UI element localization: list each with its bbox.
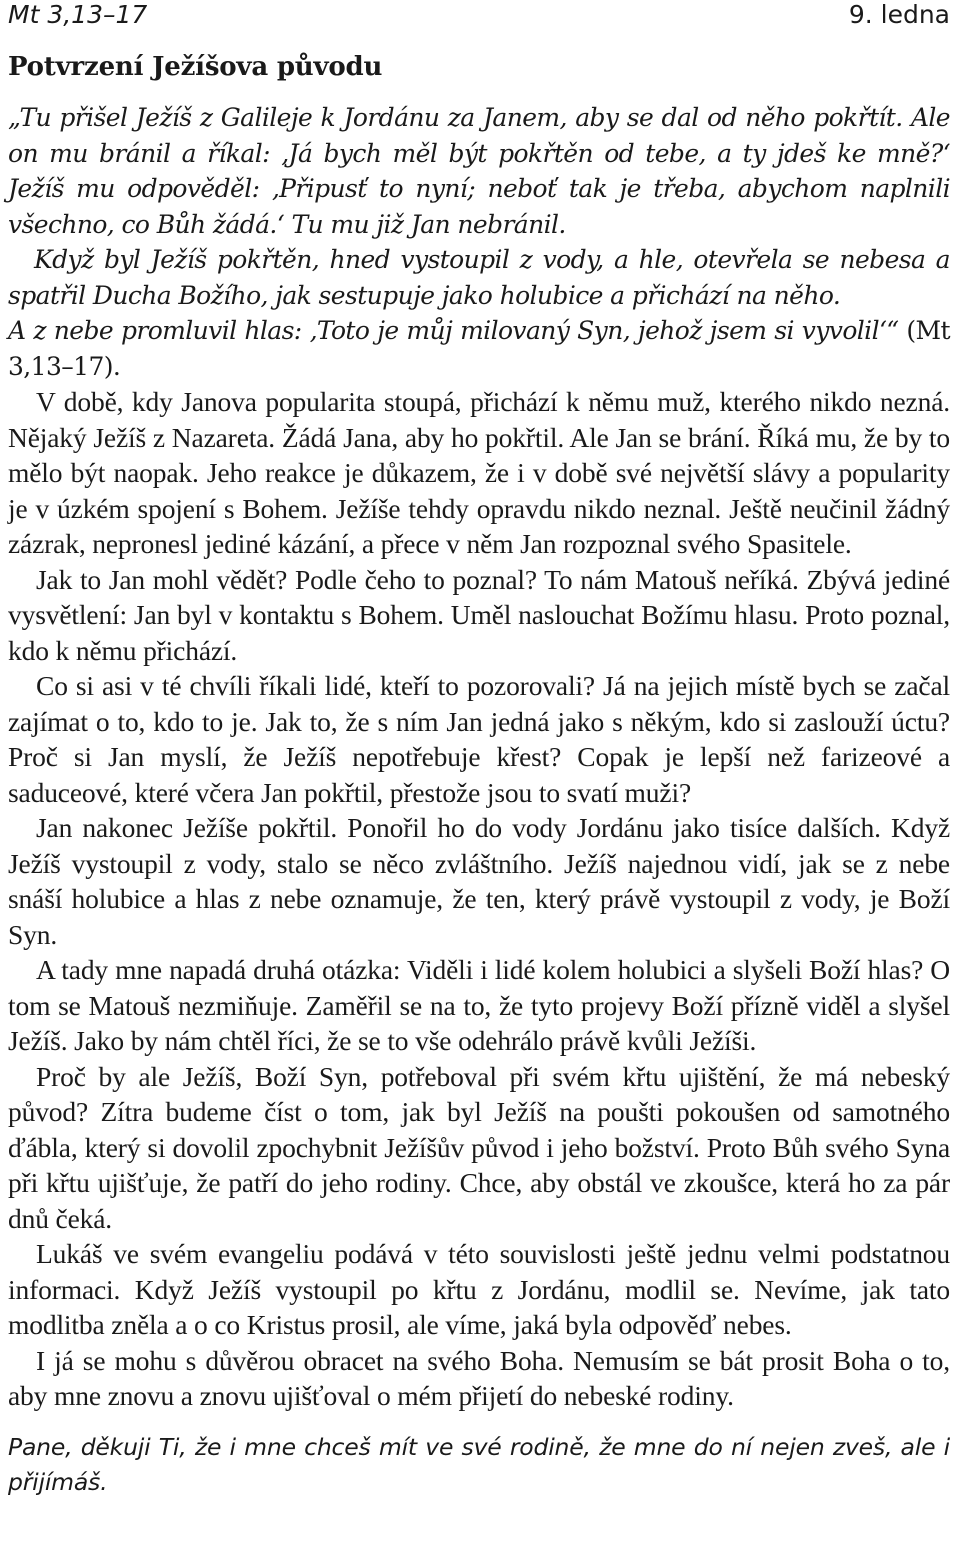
- verse-citation: (Mt 3,13–17).: [8, 316, 950, 381]
- body-paragraph: Co si asi v té chvíli říkali lidé, kteří to pozorovali? Já na jejich místě bych se začal zajímat o to, kdo to je. Jak to, že s ním Jan jedná jako s někým, kdo si zaslouží úctu? Proč si Jan myslí, že Ježíš nepotřebuje křest? Copak je lepší než farizeové a saduceové, které včera Jan pokřtil, přestože jsou to svatí muži?: [8, 670, 950, 808]
- page-title: Potvrzení Ježíšova původu: [8, 52, 383, 82]
- body-paragraph: Proč by ale Ježíš, Boží Syn, potřeboval při svém křtu ujištění, že má nebeský původ? Zítra budeme číst o tom, jak byl Ježíš na poušti pokoušen od samotného ďábla, který si dovolil zpochybnit Ježíšův původ i jeho božství. Proto Bůh svého Syna při křtu ujišťuje, že patří do jeho rodiny. Chce, aby obstál ve zkoušce, která ho za pár dnů čeká.: [8, 1060, 950, 1234]
- scripture-reference: Mt 3,13–17: [8, 0, 148, 29]
- body-paragraph: Jak to Jan mohl vědět? Podle čeho to poznal? To nám Matouš neříká. Zbývá jediné vysvětlení: Jan byl v kontaktu s Bohem. Uměl naslouchat Božímu hlasu. Proto poznal, kdo k němu přichází.: [8, 563, 950, 666]
- verse-text: A z nebe promluvil hlas: ‚Toto je můj milovaný Syn, jehož jsem si vyvolil‘“: [8, 316, 899, 345]
- body-paragraph: I já se mohu s důvěrou obracet na svého Boha. Nemusím se bát prosit Boha o to, aby mne znovu a znovu ujišťoval o mém přijetí do nebeské rodiny.: [8, 1344, 950, 1411]
- scripture-quote: [8, 100, 950, 384]
- verse-paragraph: „Tu přišel Ježíš z Galileje k Jordánu za Janem, aby se dal od něho pokřtít. Ale on mu bránil a říkal: ‚Já bych měl být pokřtěn od tebe, a ty jdeš ke mně?‘ Ježíš mu odpověděl: ‚Připusť to nyní; neboť tak je třeba, abychom naplnili všechno, co Bůh žádá.‘ Tu mu již Jan nebránil.: [8, 103, 950, 239]
- devotional-body: [8, 384, 950, 1414]
- body-paragraph: V době, kdy Janova popularita stoupá, přichází k němu muž, kterého nikdo nezná. Nějaký Ježíš z Nazareta. Žádá Jana, aby ho pokřtil. Ale Jan se brání. Říká mu, že by to mělo být naopak. Jeho reakce je důkazem, že i v době své největší slávy a popularity je v úzkém spojení s Bohem. Ježíše tehdy opravdu nikdo neznal. Ještě neučinil žádný zázrak, nepronesl jediné kázání, a přece v něm Jan rozpoznal svého Spasitele.: [8, 386, 950, 559]
- closing-prayer: [8, 1430, 950, 1501]
- body-paragraph: Jan nakonec Ježíše pokřtil. Ponořil ho do vody Jordánu jako tisíce dalších. Když Ježíš vystoupil z vody, stalo se něco zvláštního. Ježíš najednou vidí, jak se z nebe snáší holubice a hlas z nebe oznamuje, že ten, který právě vystoupil z vody, je Boží Syn.: [8, 812, 950, 950]
- verse-paragraph: Když byl Ježíš pokřtěn, hned vystoupil z vody, a hle, otevřela se nebesa a spatřil Ducha Božího, jak sestupuje jako holubice a přichází na něho.: [8, 245, 950, 310]
- page-date: 9. ledna: [848, 0, 950, 29]
- page-header: [8, 0, 950, 36]
- body-paragraph: A tady mne napadá druhá otázka: Viděli i lidé kolem holubici a slyšeli Boží hlas? O tom se Matouš nezmiňuje. Zaměřil se na to, že tyto projevy Boží přízně viděl a slyšel Ježíš. Jako by nám chtěl říci, že se to vše odehrálo právě kvůli Ježíši.: [8, 954, 950, 1056]
- page: [8, 0, 950, 1501]
- body-paragraph: Lukáš ve svém evangeliu podává v této souvislosti ještě jednu velmi podstatnou informaci. Když Ježíš vystoupil po křtu z Jordánu, modlil se. Nevíme, jak tato modlitba zněla a o co Kristus prosil, ale víme, jaká byla odpověď nebes.: [8, 1238, 950, 1340]
- prayer-text: Pane, děkuji Ti, že i mne chceš mít ve své rodině, že mne do ní nejen zveš, ale i přijímáš.: [8, 1432, 950, 1496]
- verse-paragraph: [8, 313, 950, 384]
